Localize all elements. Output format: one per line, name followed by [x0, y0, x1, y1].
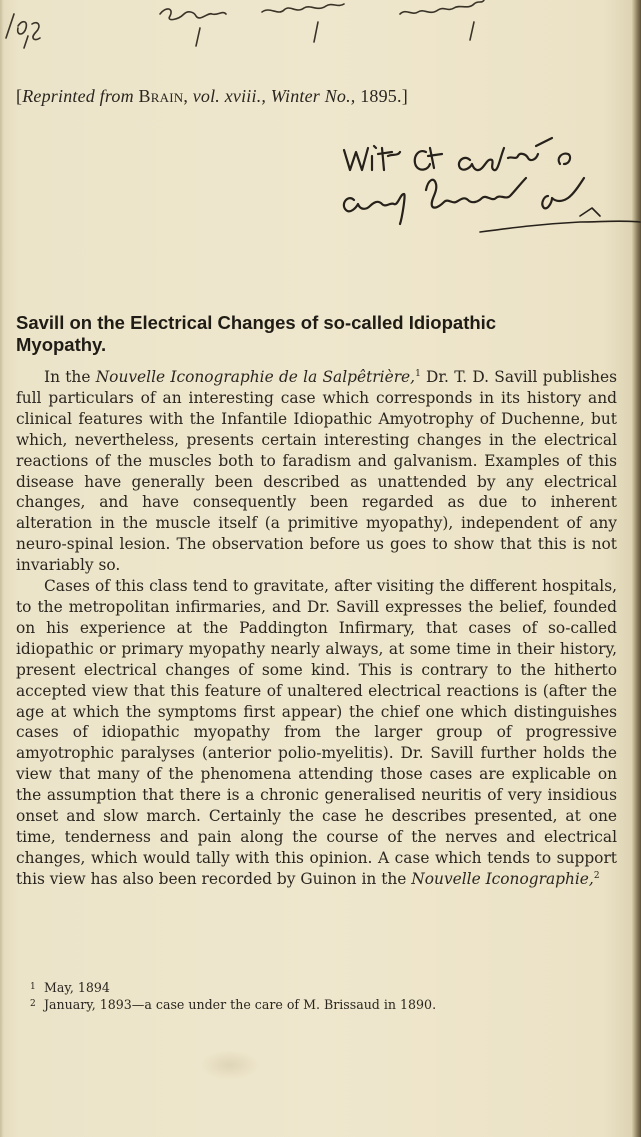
article-title [16, 312, 616, 356]
reprint-notice [16, 86, 626, 107]
reprint-label: Reprinted from [22, 86, 134, 106]
footnote-2-text: January, 1893—a case under the care of M. Brissaud in 1890. [44, 997, 437, 1012]
footnote-2-mark: 2 [30, 999, 36, 1009]
footnotes [30, 979, 630, 1013]
article-title-line-2: Myopathy. [16, 334, 107, 355]
footnote-1-text: May, 1894 [44, 980, 110, 995]
handwritten-top-note [0, 0, 641, 56]
handwritten-inscription [330, 130, 641, 240]
paragraph-1 [16, 367, 617, 576]
footnote-ref-2: 2 [593, 870, 600, 881]
paragraph-1-intro: In the [44, 368, 96, 386]
paragraph-1-text: Dr. T. D. Savill publishes full particulars of an interesting case which corresponds in its history and clinical features with the Infantile Idiopathic Amyotrophy of Duchenne, but which, nevertheless, presents certain interesting changes in the electrical reactions of the muscles both to faradism and galvanism. Examples of this disease have generally been described as unattended by any electrical changes, and have consequently been regarded as due to inherent alteration in the muscle itself (a primitive myopathy), independent of any neuro-spinal lesion. The observation before us goes to show that this is not invariably so. [16, 368, 618, 575]
reprint-open-bracket: [ [16, 86, 23, 106]
paragraph-2 [16, 576, 617, 890]
footnote-2 [30, 996, 630, 1013]
paper-stain [200, 1050, 260, 1080]
journal-volume: vol. xviii., [192, 86, 267, 106]
journal-name: Brain, [138, 86, 189, 106]
footnote-1-mark: 1 [30, 982, 36, 992]
paragraph-2-text: Cases of this class tend to gravitate, after visiting the different hospitals, to the metropolitan infirmaries, and Dr. Savill expresses the belief, founded on his experience at the Paddington Infirmary, that cases of so-called idiopathic or primary myopathy nearly always, at some time in their history, present electrical changes of some kind. This is contrary to the hitherto accepted view that this feature of unaltered electrical reactions is (after the age at which the symptoms first appear) the chief one which distinguishes cases of idiopathic myopathy from the larger group of progressive amyotrophic paralyses (anterior polio-myelitis). Dr. Savill further holds the view that many of the phenomena attending those cases are explicable on the assumption that there is a chronic generalised neuritis of very insidious onset and slow march. Certainly the case he describes presented, at one time, tenderness and pain along the course of the nerves and electrical changes, which would tally with this opinion. A case which tends to support this view has also been recorded by Guinon in the [16, 577, 617, 888]
article-title-line-1: Savill on the Electrical Changes of so-called Idiopathic [16, 312, 497, 333]
journal-year: 1895.] [360, 86, 408, 106]
article-body [16, 367, 617, 890]
footnote-1 [30, 979, 630, 996]
journal-issue: Winter No., [270, 86, 356, 106]
footnote-ref-1: 1 [415, 369, 421, 379]
journal-citation-2: Nouvelle Iconographie, [411, 869, 594, 888]
page-edge-left [0, 0, 4, 1137]
journal-citation-1: Nouvelle Iconographie de la Salpêtrière, [95, 368, 416, 386]
